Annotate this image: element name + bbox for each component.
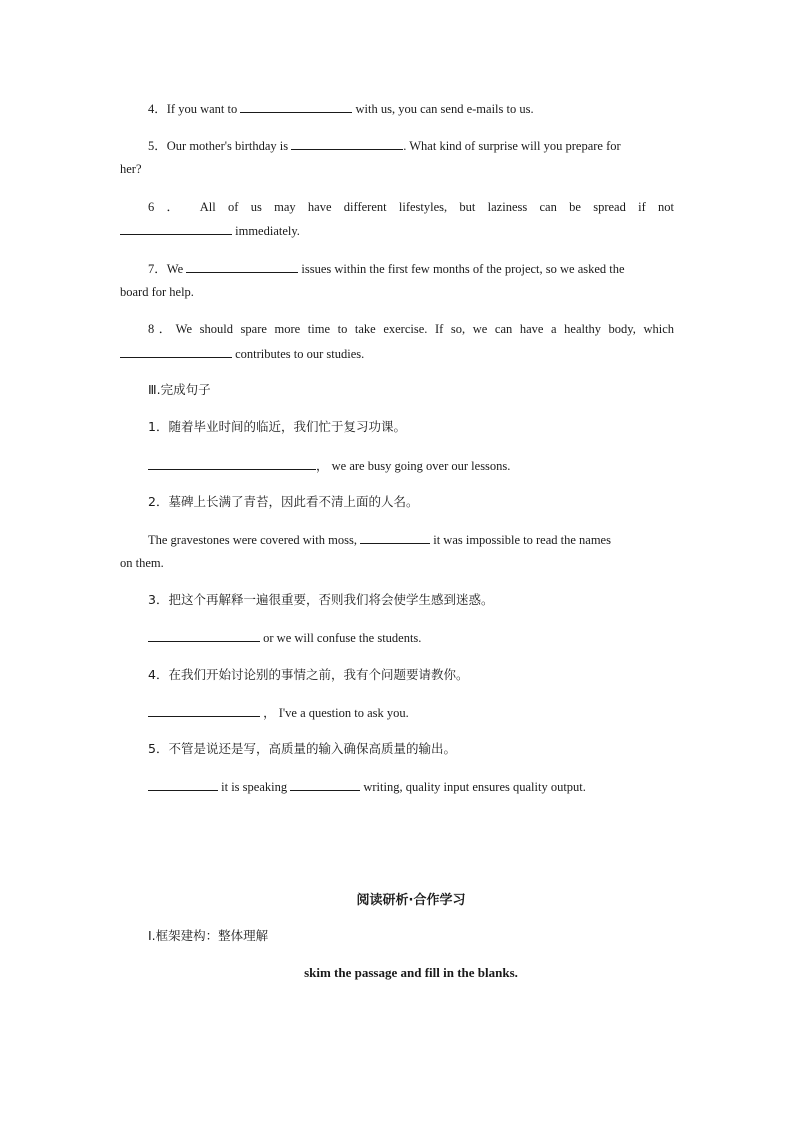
question-7 <box>148 260 625 277</box>
answer-blank[interactable] <box>120 222 232 235</box>
sentence-2-continued: on them. <box>120 556 164 570</box>
sentence-4-answer <box>148 704 409 721</box>
answer-blank[interactable] <box>148 629 260 642</box>
question-text: immediately. <box>235 224 300 238</box>
answer-blank[interactable] <box>360 531 430 544</box>
answer-blank[interactable] <box>148 778 218 791</box>
question-text: Our mother's birthday is <box>166 139 289 153</box>
instruction-text: skim the passage and fill in the blanks. <box>304 965 518 980</box>
question-text: We <box>166 262 184 276</box>
question-text: with us, you can send e-mails to us. <box>355 102 534 116</box>
sentence-1-answer <box>148 457 510 474</box>
answer-blank[interactable] <box>290 778 360 791</box>
answer-blank[interactable] <box>291 137 403 150</box>
answer-blank[interactable] <box>148 704 260 717</box>
answer-blank[interactable] <box>240 100 352 113</box>
sentence-text: ， I've a question to ask you. <box>263 706 409 720</box>
question-text: issues within the first few months of the project, so we asked the <box>301 262 625 276</box>
sentence-1-chinese: 1．随着毕业时间的临近，我们忙于复习功课。 <box>148 419 406 434</box>
sentence-5-chinese: 5．不管是说还是写，高质量的输入确保高质量的输出。 <box>148 741 456 756</box>
sentence-2-answer <box>148 531 611 548</box>
question-5-continued: her? <box>120 162 142 176</box>
question-7-continued: board for help. <box>120 285 194 299</box>
answer-blank[interactable] <box>120 345 232 358</box>
question-text: contributes to our studies. <box>235 347 365 361</box>
question-6: 6 ． All of us may have different lifestyles, but laziness can be spread if not <box>148 200 674 214</box>
sentence-4-chinese: 4．在我们开始讨论别的事情之前，我有个问题要请教你。 <box>148 667 469 682</box>
question-number: 4． <box>148 102 167 116</box>
sentence-text: or we will confuse the students. <box>263 631 422 645</box>
question-4 <box>148 100 534 117</box>
sentence-text: The gravestones were covered with moss, <box>148 533 357 547</box>
sentence-text: it was impossible to read the names <box>433 533 611 547</box>
question-5 <box>148 137 621 154</box>
answer-blank[interactable] <box>148 457 316 470</box>
answer-blank[interactable] <box>186 260 298 273</box>
framework-subtitle: Ⅰ.框架建构：整体理解 <box>148 928 269 943</box>
sentence-3-answer <box>148 629 421 646</box>
question-text: . What kind of surprise will you prepare for <box>403 139 621 153</box>
sentence-2-chinese: 2．墓碑上长满了青苔，因此看不清上面的人名。 <box>148 494 419 509</box>
question-6-continued <box>120 222 300 239</box>
sentence-5-answer <box>148 778 586 795</box>
question-number: 5． <box>148 139 167 153</box>
sentence-text: ， we are busy going over our lessons. <box>316 459 511 473</box>
question-8: 8．We should spare more time to take exercise. If so, we can have a healthy body, which <box>148 322 674 336</box>
sentence-3-chinese: 3．把这个再解释一遍很重要，否则我们将会使学生感到迷惑。 <box>148 592 494 607</box>
sentence-text: it is speaking <box>221 780 288 794</box>
section-title: Ⅲ.完成句子 <box>148 382 211 397</box>
sentence-text: writing, quality input ensures quality output. <box>363 780 586 794</box>
question-8-continued <box>120 345 364 362</box>
question-text: If you want to <box>166 102 238 116</box>
reading-heading: 阅读研析·合作学习 <box>356 893 466 908</box>
question-number: 7． <box>148 262 167 276</box>
